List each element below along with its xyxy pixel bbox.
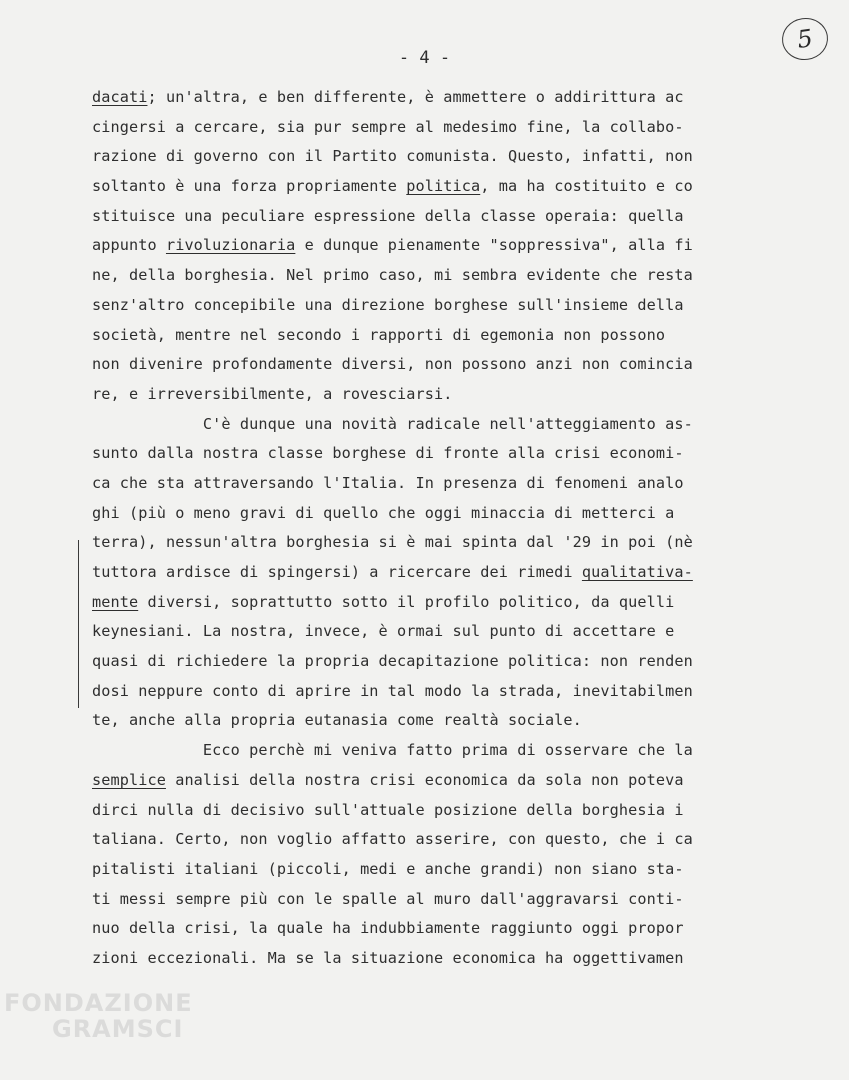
text-line	[92, 677, 752, 707]
text-segment: Ecco perchè mi veniva fatto prima di osservare che la	[92, 741, 693, 760]
text-line	[92, 261, 752, 291]
text-segment: terra), nessun'altra borghesia si è mai spinta dal '29 in poi (nè	[92, 533, 693, 552]
text-segment: appunto	[92, 236, 166, 255]
text-line	[92, 350, 752, 380]
text-line	[92, 558, 752, 588]
text-segment: taliana. Certo, non voglio affatto asserire, con questo, che i ca	[92, 830, 693, 849]
text-line	[92, 380, 752, 410]
text-line	[92, 321, 752, 351]
text-segment: non divenire profondamente diversi, non possono anzi non comincia	[92, 355, 693, 374]
text-segment: te, anche alla propria eutanasia come realtà sociale.	[92, 711, 582, 730]
underlined-word: rivoluzionaria	[165, 236, 296, 255]
text-segment: ne, della borghesia. Nel primo caso, mi sembra evidente che resta	[92, 266, 693, 285]
text-segment: C'è dunque una novità radicale nell'atteggiamento as-	[92, 414, 693, 433]
text-segment: soltanto è una forza propriamente	[92, 177, 407, 196]
text-line	[92, 914, 752, 944]
text-segment: senz'altro concepibile una direzione borghese sull'insieme della	[92, 295, 684, 314]
text-line	[92, 736, 752, 766]
text-line	[92, 885, 752, 915]
text-segment: ghi (più o meno gravi di quello che oggi minaccia di metterci a	[92, 503, 675, 522]
text-line	[92, 706, 752, 736]
text-line	[92, 410, 752, 440]
text-line	[92, 231, 752, 261]
underlined-word: semplice	[92, 770, 166, 789]
text-line	[92, 944, 752, 974]
text-segment: zioni eccezionali. Ma se la situazione economica ha oggettivamen	[92, 948, 684, 967]
text-line	[92, 499, 752, 529]
margin-mark	[78, 540, 79, 708]
text-segment: tuttora ardisce di spingersi) a ricercare dei rimedi	[92, 563, 582, 581]
text-line	[92, 202, 752, 232]
page-number: - 4 -	[398, 48, 451, 68]
text-line	[92, 83, 752, 113]
text-line	[92, 766, 752, 796]
text-segment: dosi neppure conto di aprire in tal modo la strada, inevitabilmen	[92, 681, 693, 700]
text-segment: ti messi sempre più con le spalle al muro dall'aggravarsi conti-	[92, 889, 684, 908]
text-line	[92, 172, 752, 202]
text-segment: pitalisti italiani (piccoli, medi e anche grandi) non siano sta-	[92, 859, 684, 878]
text-line	[92, 796, 752, 826]
text-line	[92, 113, 752, 143]
text-line	[92, 528, 752, 558]
text-segment: ; un'altra, e ben differente, è ammettere o addirittura ac	[147, 88, 684, 106]
text-segment: e dunque pienamente "soppressiva", alla fi	[295, 236, 693, 255]
text-line	[92, 469, 752, 499]
underlined-word: mente	[92, 592, 139, 611]
text-segment: analisi della nostra crisi economica da sola non poteva	[165, 770, 684, 789]
document-body	[92, 83, 752, 974]
text-segment: stituisce una peculiare espressione della classe operaia: quella	[92, 206, 684, 225]
underlined-word: dacati	[92, 88, 148, 106]
text-line	[92, 291, 752, 321]
text-segment: ca che sta attraversando l'Italia. In presenza di fenomeni analo	[92, 473, 684, 492]
text-segment: cingersi a cercare, sia pur sempre al medesimo fine, la collabo-	[92, 117, 684, 136]
text-segment: quasi di richiedere la propria decapitazione politica: non renden	[92, 652, 693, 671]
text-line	[92, 825, 752, 855]
text-segment: sunto dalla nostra classe borghese di fronte alla crisi economi-	[92, 444, 684, 463]
text-line	[92, 439, 752, 469]
watermark-line-1: FONDAZIONE	[4, 989, 193, 1017]
text-line	[92, 142, 752, 172]
text-segment: società, mentre nel secondo i rapporti di egemonia non possono	[92, 325, 666, 344]
underlined-word: qualitativa-	[581, 563, 693, 581]
text-segment: keynesiani. La nostra, invece, è ormai sul punto di accettare e	[92, 622, 675, 641]
watermark-line-2: GRAMSCI	[52, 1015, 184, 1043]
text-segment: , ma ha costituito e co	[480, 177, 693, 196]
underlined-word: politica	[406, 177, 481, 196]
text-line	[92, 855, 752, 885]
text-segment: nuo della crisi, la quale ha indubbiamente raggiunto oggi propor	[92, 919, 684, 938]
text-segment: diversi, soprattutto sotto il profilo politico, da quelli	[138, 592, 675, 611]
text-segment: re, e irreversibilmente, a rovesciarsi.	[92, 384, 453, 403]
text-line	[92, 617, 752, 647]
text-line	[92, 647, 752, 677]
text-segment: razione di governo con il Partito comunista. Questo, infatti, non	[92, 147, 693, 166]
folio-number: 5	[779, 15, 830, 63]
text-line	[92, 588, 752, 618]
watermark	[4, 990, 193, 1042]
text-segment: dirci nulla di decisivo sull'attuale posizione della borghesia i	[92, 800, 684, 819]
